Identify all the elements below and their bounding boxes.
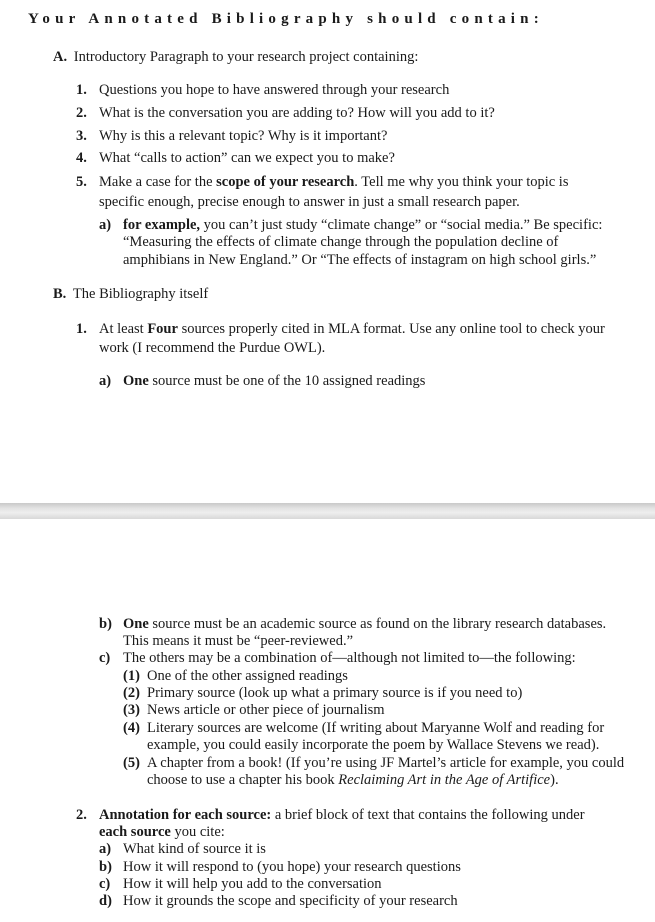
list-item: 3. Why is this a relevant topic? Why is it important? (76, 128, 388, 144)
section-a-marker: A. (53, 49, 68, 65)
list-item: 1. At least Four sources properly cited in MLA format. Use any online tool to check your (76, 321, 605, 337)
list-item: 2. What is the conversation you are adding to? How will you add to it? (76, 105, 495, 121)
list-item: 5. Make a case for the scope of your research. Tell me why you think your topic is (76, 174, 569, 190)
list-item: (3) News article or other piece of journalism (123, 702, 385, 718)
section-b-text: The Bibliography itself (72, 286, 209, 302)
list-item: (4) Literary sources are welcome (If writing about Maryanne Wolf and reading for (123, 720, 605, 736)
list-item: (1) One of the other assigned readings (123, 668, 348, 684)
sub-item-c: c) The others may be a combination of—although not limited to—the following: (99, 650, 576, 666)
section-b-heading (53, 286, 208, 304)
sub-item-b: b) One source must be an academic source as found on the library research databases. (99, 616, 607, 632)
section-a-text: Introductory Paragraph to your research project containing: (73, 49, 419, 65)
example-line-3: amphibians in New England.” Or “The effects of instagram on high school girls.” (123, 252, 597, 268)
sub-item: b) How it will respond to (you hope) your research questions (99, 859, 461, 875)
sub-item-b-line-2: This means it must be “peer-reviewed.” (123, 633, 354, 649)
sub-item-a: a) One source must be one of the 10 assigned readings (99, 373, 426, 389)
sub-item: d) How it grounds the scope and specificity of your research (99, 893, 458, 909)
document-title: Your Annotated Bibliography should contain: (28, 11, 544, 27)
example-sub-item: a) for example, you can’t just study “climate change” or “social media.” Be specific: (99, 217, 603, 233)
list-item-continuation: work (I recommend the Purdue OWL). (99, 340, 326, 356)
section-b-marker: B. (53, 286, 67, 302)
list-item-continuation: specific enough, precise enough to answer in just a small research paper. (99, 194, 520, 210)
sub-item: c) How it will help you add to the conversation (99, 876, 382, 892)
list-item: 4. What “calls to action” can we expect you to make? (76, 150, 395, 166)
list-item: (2) Primary source (look up what a primary source is if you need to) (123, 685, 523, 701)
sub-item: a) What kind of source it is (99, 841, 266, 857)
list-item: 2. Annotation for each source: a brief block of text that contains the following under (76, 807, 585, 823)
example-line-2: “Measuring the effects of climate change through the population decline of (123, 234, 559, 250)
list-item-continuation: example, you could easily incorporate the poem by Wallace Stevens we read). (147, 737, 600, 753)
list-item: (5) A chapter from a book! (If you’re using JF Martel’s article for example, you could (123, 755, 625, 771)
section-a-heading (53, 49, 418, 67)
list-item: 1. Questions you hope to have answered through your research (76, 82, 450, 98)
list-item-continuation: each source you cite: (99, 824, 225, 840)
document-page-2 (0, 519, 655, 922)
page-break (0, 503, 655, 519)
list-item-continuation: choose to use a chapter his book Reclaiming Art in the Age of Artifice). (147, 772, 559, 788)
